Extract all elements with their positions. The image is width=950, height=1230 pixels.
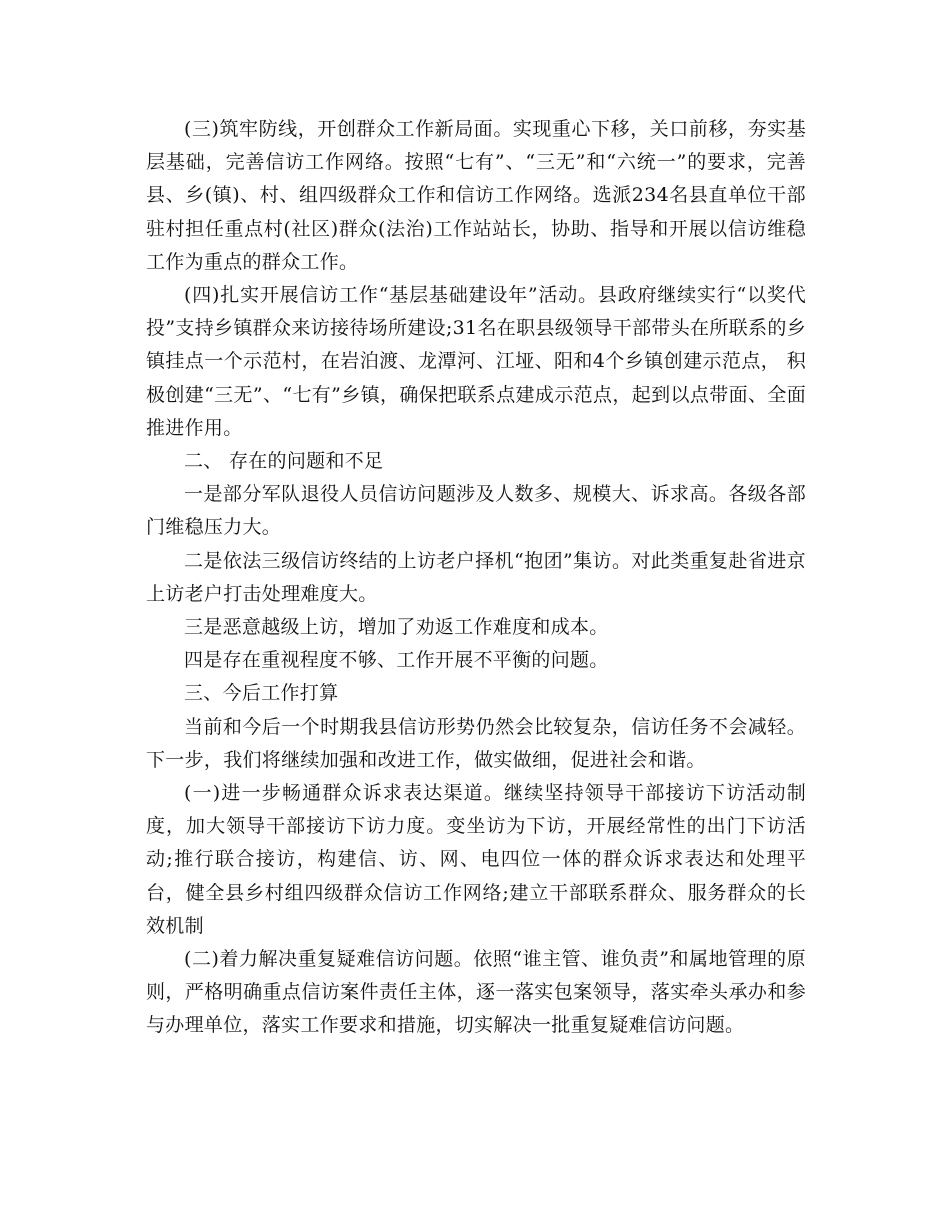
paragraph-outlook: 当前和今后一个时期我县信访形势仍然会比较复杂，信访任务不会减轻。下一步，我们将继续加强和改进工作，做实做细，促进社会和谐。 [146,715,806,771]
paragraph-problem-1: 一是部分军队退役人员信访问题涉及人数多、规模大、诉求高。各级各部门维稳压力大。 [146,483,806,539]
paragraph-problem-3: 三是恶意越级上访，增加了劝返工作难度和成本。 [184,616,609,639]
paragraph-problem-2: 二是依法三级信访终结的上访老户择机“抱团”集访。对此类重复赴省进京上访老户打击处理难度大。 [146,549,806,605]
paragraph-section-3: (三)筑牢防线，开创群众工作新局面。实现重心下移，关口前移，夯实基层基础，完善信访工作网络。按照“七有”、“三无”和“六统一”的要求，完善县、乡(镇)、村、组四级群众工作和信访工作网络。选派234名县直单位干部驻村担任重点村(社区)群众(法治)工作站站长，协助、指导和开展以信访维稳工作为重点的群众工作。 [146,118,806,273]
paragraph-plan-1: (一)进一步畅通群众诉求表达渠道。继续坚持领导干部接访下访活动制度，加大领导干部接访下访力度。变坐访为下访，开展经常性的出门下访活动;推行联合接访，构建信、访、网、电四位一体的群众诉求表达和处理平台，健全县乡村组四级群众信访工作网络;建立干部联系群众、服务群众的长效机制 [146,782,806,937]
paragraph-section-4: (四)扎实开展信访工作“基层基础建设年”活动。县政府继续实行“以奖代投”支持乡镇群众来访接待场所建设;31名在职县级领导干部带头在所联系的乡镇挂点一个示范村，在岩泊渡、龙潭河、江垭、阳和4个乡镇创建示范点， 积极创建“三无”、“七有”乡镇，确保把联系点建成示范点，起到以点带面、全面推进作用。 [146,284,806,439]
heading-problems: 二、 存在的问题和不足 [184,450,384,473]
document-body [146,113,806,1043]
paragraph-plan-2: (二)着力解决重复疑难信访问题。依照“谁主管、谁负责”和属地管理的原则，严格明确重点信访案件责任主体，逐一落实包案领导，落实牵头承办和参与办理单位，落实工作要求和措施，切实解决一批重复疑难信访问题。 [146,948,806,1037]
heading-future-plans: 三、今后工作打算 [184,682,339,705]
paragraph-problem-4: 四是存在重视程度不够、工作开展不平衡的问题。 [184,649,609,672]
